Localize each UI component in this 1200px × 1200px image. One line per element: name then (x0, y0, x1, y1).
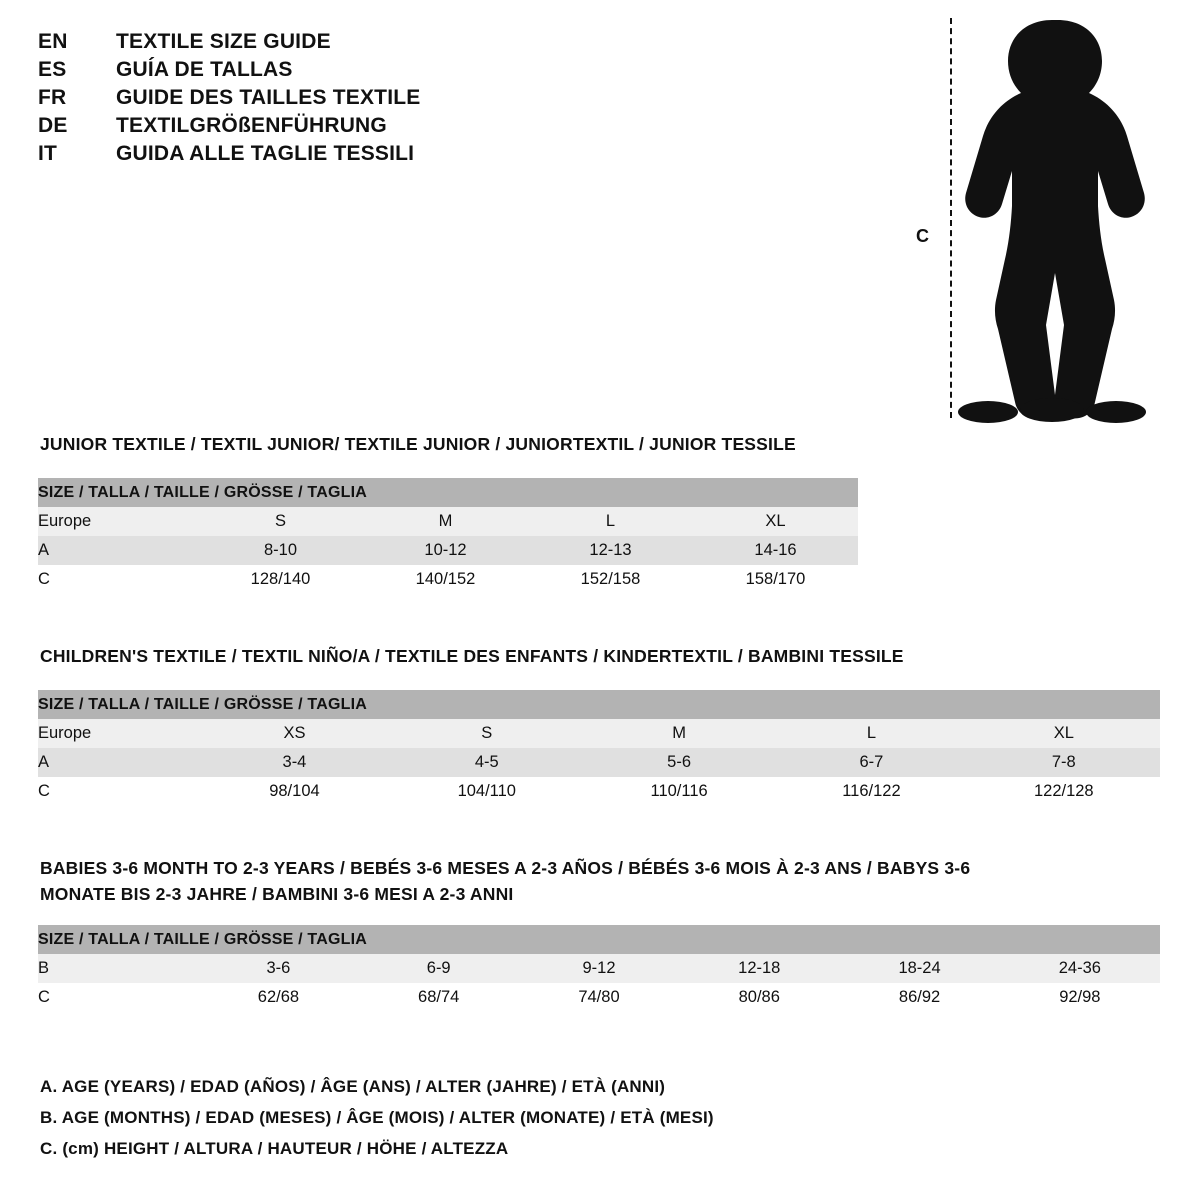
table-header-label: SIZE / TALLA / TAILLE / GRÖSSE / TAGLIA (38, 690, 1160, 719)
row-label: C (38, 565, 198, 594)
babies-size-table (38, 925, 1160, 1012)
table-cell: 10-12 (363, 536, 528, 565)
table-header-row (38, 690, 1160, 719)
table-row (38, 748, 1160, 777)
footnote-block (40, 1077, 1040, 1170)
table-row (38, 565, 858, 594)
table-cell: 86/92 (839, 983, 999, 1012)
table-cell: 104/110 (391, 777, 583, 806)
language-row (38, 30, 638, 54)
table-row (38, 954, 1160, 983)
table-cell: 140/152 (363, 565, 528, 594)
table-header-row (38, 925, 1160, 954)
table-cell: 24-36 (1000, 954, 1160, 983)
table-cell: 8-10 (198, 536, 363, 565)
table-cell: 6-9 (359, 954, 519, 983)
table-cell: S (198, 507, 363, 536)
table-row (38, 536, 858, 565)
language-row (38, 114, 638, 138)
table-row (38, 777, 1160, 806)
table-row (38, 719, 1160, 748)
language-title: GUIDA ALLE TAGLIE TESSILI (116, 142, 415, 165)
table-cell: M (583, 719, 775, 748)
table-cell: 12-13 (528, 536, 693, 565)
table-cell: 128/140 (198, 565, 363, 594)
row-label: A (38, 748, 198, 777)
table-cell: 3-6 (198, 954, 358, 983)
table-cell: 6-7 (775, 748, 967, 777)
table-row (38, 507, 858, 536)
table-cell: 80/86 (679, 983, 839, 1012)
language-code: EN (38, 30, 68, 53)
table-row (38, 983, 1160, 1012)
table-cell: 152/158 (528, 565, 693, 594)
table-cell: XL (968, 719, 1160, 748)
section-title-children: CHILDREN'S TEXTILE / TEXTIL NIÑO/A / TEXTILE DES ENFANTS / KINDERTEXTIL / BAMBINI TESSILE (40, 646, 904, 666)
row-label: Europe (38, 507, 198, 536)
row-label: C (38, 777, 198, 806)
table-cell: 116/122 (775, 777, 967, 806)
table-cell: 14-16 (693, 536, 858, 565)
junior-size-table (38, 478, 858, 594)
section-title-babies: BABIES 3-6 MONTH TO 2-3 YEARS / BEBÉS 3-6 MESES A 2-3 AÑOS / BÉBÉS 3-6 MOIS À 2-3 ANS / BABYS 3-6 MONATE BIS 2-3 JAHRE / BAMBINI 3-6 MESI A 2-3 ANNI (40, 858, 971, 904)
table-cell: 5-6 (583, 748, 775, 777)
measurement-figure (900, 8, 1160, 428)
height-measure-label: C (916, 226, 929, 246)
table-cell: XS (198, 719, 390, 748)
table-cell: 12-18 (679, 954, 839, 983)
table-cell: 92/98 (1000, 983, 1160, 1012)
row-label: B (38, 954, 198, 983)
language-title: GUÍA DE TALLAS (116, 58, 293, 81)
language-code: DE (38, 114, 68, 137)
table-cell: 98/104 (198, 777, 390, 806)
language-title-block (38, 30, 638, 170)
table-cell: 9-12 (519, 954, 679, 983)
table-cell: 158/170 (693, 565, 858, 594)
table-cell: L (775, 719, 967, 748)
table-header-label: SIZE / TALLA / TAILLE / GRÖSSE / TAGLIA (38, 925, 1160, 954)
row-label: C (38, 983, 198, 1012)
language-row (38, 58, 638, 82)
language-title: TEXTILE SIZE GUIDE (116, 30, 331, 53)
language-row (38, 142, 638, 166)
table-header-row (38, 478, 858, 507)
language-code: ES (38, 58, 67, 81)
table-cell: 122/128 (968, 777, 1160, 806)
table-cell: 62/68 (198, 983, 358, 1012)
table-cell: XL (693, 507, 858, 536)
section-title-junior: JUNIOR TEXTILE / TEXTIL JUNIOR/ TEXTILE JUNIOR / JUNIORTEXTIL / JUNIOR TESSILE (40, 434, 796, 454)
table-cell: S (391, 719, 583, 748)
table-cell: 7-8 (968, 748, 1160, 777)
row-label: A (38, 536, 198, 565)
table-header-label: SIZE / TALLA / TAILLE / GRÖSSE / TAGLIA (38, 478, 858, 507)
language-code: FR (38, 86, 67, 109)
row-label: Europe (38, 719, 198, 748)
language-row (38, 86, 638, 110)
child-silhouette-icon (948, 16, 1158, 424)
table-cell: 4-5 (391, 748, 583, 777)
language-title: GUIDE DES TAILLES TEXTILE (116, 86, 421, 109)
language-code: IT (38, 142, 58, 165)
table-cell: M (363, 507, 528, 536)
table-cell: 3-4 (198, 748, 390, 777)
footnote-age-months: B. AGE (MONTHS) / EDAD (MESES) / ÂGE (MOIS) / ALTER (MONATE) / ETÀ (MESI) (40, 1108, 714, 1127)
table-cell: 74/80 (519, 983, 679, 1012)
footnote-height: C. (cm) HEIGHT / ALTURA / HAUTEUR / HÖHE / ALTEZZA (40, 1139, 509, 1158)
table-cell: L (528, 507, 693, 536)
table-cell: 18-24 (839, 954, 999, 983)
table-cell: 68/74 (359, 983, 519, 1012)
language-title: TEXTILGRÖßENFÜHRUNG (116, 114, 387, 137)
footnote-age-years: A. AGE (YEARS) / EDAD (AÑOS) / ÂGE (ANS) / ALTER (JAHRE) / ETÀ (ANNI) (40, 1077, 666, 1096)
table-cell: 110/116 (583, 777, 775, 806)
children-size-table (38, 690, 1160, 806)
